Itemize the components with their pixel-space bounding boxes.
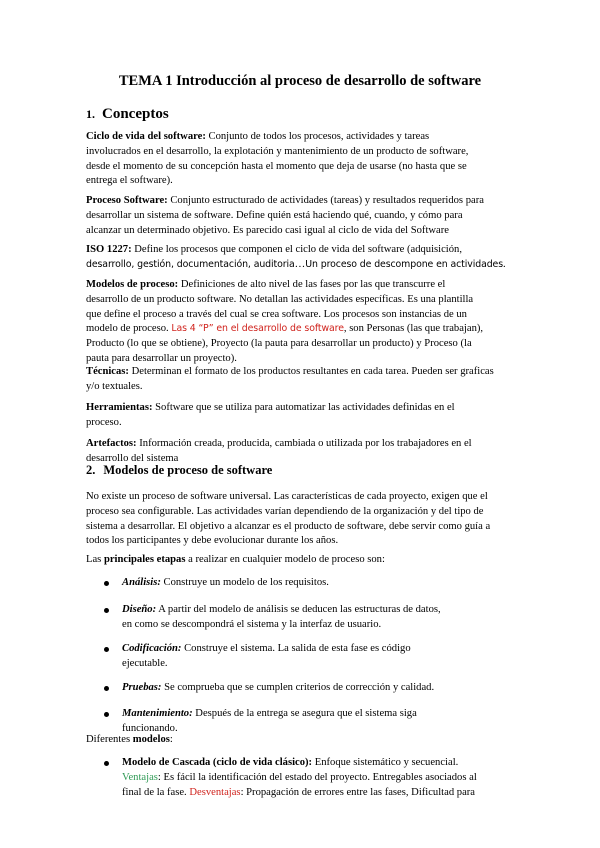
red-annotation: Las 4 “P” en el desarrollo de software	[171, 323, 344, 335]
text-line: entrega el software).	[86, 175, 173, 187]
text-line: A partir del modelo de análisis se deducen las estructuras de datos,	[158, 604, 441, 615]
paragraph-ciclo-de-vida	[86, 130, 526, 189]
text-line: Conjunto estructurado de actividades (tareas) y resultados requeridos para	[170, 195, 484, 206]
text-line: desarrollar un sistema de software. Define quién está haciendo qué, cuando, y cómo para	[86, 209, 463, 221]
period: .	[503, 258, 506, 270]
section-heading-conceptos	[86, 104, 169, 124]
term-tecnicas: Técnicas:	[86, 366, 129, 377]
text-line: :	[169, 734, 173, 745]
text-line: final de la fase.	[122, 786, 187, 798]
term-cascada: Modelo de Cascada (ciclo de vida clásico):	[122, 757, 313, 768]
text-line: Enfoque sistemático y secuencial.	[314, 757, 459, 768]
text-line: Software que se utiliza para automatizar las actividades definidas en el	[155, 402, 455, 413]
section-title: Modelos de proceso de software	[103, 463, 273, 477]
term-codificacion: Codificación:	[122, 643, 182, 654]
text-line: No existe un proceso de software universal. Las características de cada proyecto, exigen que el	[86, 491, 488, 502]
bullet-icon	[104, 608, 109, 613]
text-line: involucrados en el desarrollo, la explotación y mantenimiento de un producto de software,	[86, 145, 469, 157]
text-line: Conjunto de todos los procesos, actividades y tareas	[208, 131, 430, 142]
text-line: Define los procesos que componen el ciclo de vida del software (adquisición,	[134, 244, 462, 255]
paragraph-iso	[86, 243, 526, 273]
text-line: , son Personas (las que trabajan),	[343, 323, 484, 335]
text-line: pauta para desarrollar un proyecto).	[86, 352, 237, 364]
text-line: Determinan el formato de los productos resultantes en cada tarea. Pueden ser graficas	[131, 366, 494, 377]
term-analisis: Análisis:	[122, 577, 161, 588]
text-line: desarrollo de un producto software. No detallan las actividades específicas. Es una plantilla	[86, 293, 474, 305]
handwritten-note: Un proceso de descompone en actividades	[305, 258, 504, 270]
section-title: Conceptos	[102, 106, 169, 122]
text-line: Construye un modelo de los requisitos.	[163, 577, 329, 588]
bullet-icon	[104, 581, 109, 586]
text-line: alcanzar un determinado objetivo. Es parecido casi igual al ciclo de vida del Software	[86, 224, 449, 236]
list-item	[104, 642, 411, 672]
text-line: funcionando.	[122, 722, 178, 734]
desventajas-label: Desventajas	[189, 786, 241, 798]
paragraph-no-existe	[86, 490, 526, 549]
text-line: Diferentes	[86, 734, 131, 745]
term-artefactos: Artefactos:	[86, 438, 137, 449]
text-line: : Es fácil la identificación del estado del proyecto. Entregables asociados al	[157, 771, 477, 783]
list-item	[104, 681, 434, 696]
text-line: modelo de proceso.	[86, 323, 169, 335]
paragraph-herramientas	[86, 401, 526, 431]
text-line: Definiciones de alto nivel de las fases por las que transcurre el	[180, 279, 446, 290]
text-line: Construye el sistema. La salida de esta fase es código	[184, 643, 411, 654]
section-number: 1.	[86, 107, 95, 121]
term-iso: ISO 1227:	[86, 244, 132, 255]
bullet-icon	[104, 761, 109, 766]
paragraph-proceso-software	[86, 194, 526, 238]
term-mantenimiento: Mantenimiento:	[122, 708, 193, 719]
term-proceso-software: Proceso Software:	[86, 195, 168, 206]
term-modelos: modelos	[132, 734, 170, 745]
text-line: a realizar en cualquier modelo de proceso son:	[188, 554, 385, 565]
ventajas-label: Ventajas	[122, 771, 158, 783]
bullet-icon	[104, 686, 109, 691]
section-number: 2.	[86, 463, 96, 477]
text-line: desde el momento de su concepción hasta el momento que deja de usarse (no hasta que se	[86, 160, 467, 172]
section-heading-modelos	[86, 462, 272, 478]
page-title: TEMA 1 Introducción al proceso de desarrollo de software	[118, 73, 482, 89]
handwritten-note: desarrollo, gestión, documentación, auditoria	[86, 258, 295, 270]
text-line: ejecutable.	[122, 657, 168, 669]
text-line: y/o textuales.	[86, 380, 143, 392]
list-item	[104, 756, 524, 800]
term-herramientas: Herramientas:	[86, 402, 153, 413]
paragraph-tecnicas	[86, 365, 526, 395]
text-line: Se comprueba que se cumplen criterios de corrección y calidad.	[164, 682, 435, 693]
text-line: Las	[86, 554, 102, 565]
text-line: desarrollo del sistema	[86, 452, 179, 464]
text-line: proceso sea configurable. Las actividades varían dependiendo de la organización y del tipo de	[86, 505, 484, 517]
ellipsis: …	[294, 258, 306, 270]
term-ciclo-de-vida: Ciclo de vida del software:	[86, 131, 206, 142]
text-line: Producto (lo que se obtiene), Proyecto (la pauta para desarrollar un producto) y Proceso (la	[86, 338, 472, 350]
term-modelos-de-proceso: Modelos de proceso:	[86, 279, 179, 290]
bullet-icon	[104, 712, 109, 717]
text-line: Después de la entrega se asegura que el sistema siga	[195, 708, 417, 719]
paragraph-principales-etapas	[86, 553, 526, 568]
bullet-icon	[104, 647, 109, 652]
text-line: : Propagación de errores entre las fases, Dificultad para	[240, 786, 475, 798]
list-item	[104, 576, 329, 591]
term-diseno: Diseño:	[122, 604, 157, 615]
modelos-list	[104, 756, 524, 800]
text-line: sistema a desarrollar. El objetivo a alcanzar es el producto de software, debe servir como guía a	[86, 520, 491, 532]
paragraph-modelos-de-proceso	[86, 278, 526, 367]
term-pruebas: Pruebas:	[122, 682, 162, 693]
text-line: proceso.	[86, 416, 122, 428]
text-line: que define el proceso a través del cual se crea software. Los procesos son instancias de un	[86, 308, 467, 320]
text-line: todos los participantes y debe evolucionar durante los años.	[86, 535, 339, 547]
list-item	[104, 603, 441, 633]
term-principales-etapas: principales etapas	[103, 554, 186, 565]
paragraph-diferentes-modelos	[86, 733, 526, 748]
text-line: Información creada, producida, cambiada o utilizada por los trabajadores en el	[139, 438, 472, 449]
text-line: en como se descompondrá el sistema y la interfaz de usuario.	[122, 618, 382, 630]
